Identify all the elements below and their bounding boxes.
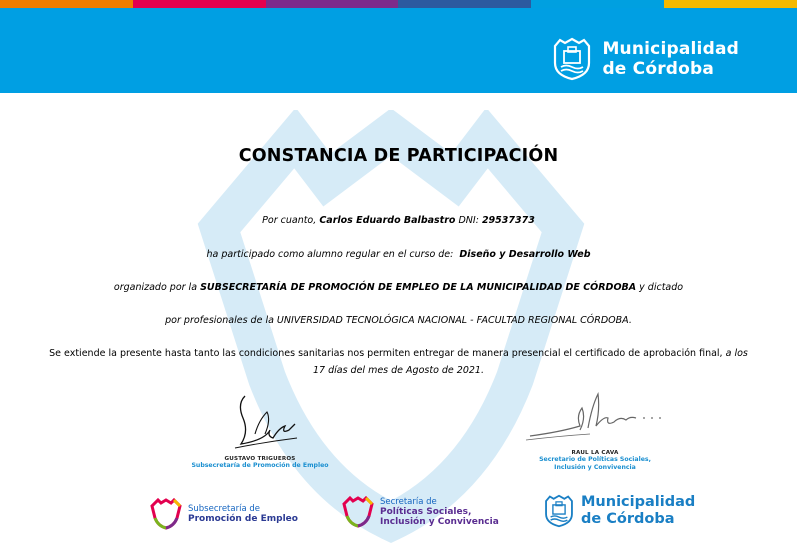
faculty-line: por profesionales de la UNIVERSIDAD TECNOLÓGICA NACIONAL - FACULTAD REGIONAL CÓRDOBA. — [165, 315, 632, 326]
line3-suffix: y dictado — [639, 282, 684, 293]
line1-prefix: Por cuanto, — [262, 215, 317, 226]
stripe-blue — [398, 0, 531, 8]
city-shield-icon — [543, 493, 575, 529]
footer-logo3-line2: de Córdoba — [581, 511, 675, 527]
colored-shield-icon — [150, 498, 182, 530]
right-signature-block — [510, 386, 680, 471]
person-name: Carlos Eduardo Balbastro — [319, 215, 456, 226]
right-signer-name: RAUL LA CAVA — [571, 450, 619, 456]
colored-shield-icon — [342, 496, 374, 528]
footer-logo-politicas — [342, 496, 499, 528]
footer-logo2-line3: Inclusión y Convivencia — [380, 517, 499, 527]
date-line: 17 días del mes de Agosto de 2021. — [312, 365, 484, 376]
dni-label: DNI: — [458, 215, 479, 226]
header-logo — [551, 37, 739, 81]
footer-logo3-line1: Municipalidad — [581, 494, 696, 510]
footer-logo2-line1: Secretaría de — [380, 497, 437, 507]
footer-logo-empleo — [150, 498, 298, 530]
right-signer-role-line1: Secretario de Políticas Sociales, — [539, 456, 651, 463]
left-signer-role: Subsecretaría de Promoción de Empleo — [191, 462, 329, 469]
header-logo-line1: Municipalidad — [602, 39, 739, 59]
footer-logo1-line2: Promoción de Empleo — [188, 514, 298, 524]
line2-prefix: ha participado como alumno regular en el curso de: — [206, 249, 454, 260]
left-signature-scribble — [215, 390, 305, 452]
participant-line — [0, 215, 797, 226]
certificate-title: CONSTANCIA DE PARTICIPACIÓN — [238, 146, 559, 166]
header-logo-line2: de Córdoba — [602, 59, 715, 79]
left-signer-name: GUSTAVO TRIGUEROS — [224, 456, 296, 462]
color-stripe — [0, 0, 797, 8]
course-name: Diseño y Desarrollo Web — [459, 249, 591, 260]
organizer-name: SUBSECRETARÍA DE PROMOCIÓN DE EMPLEO DE LA MUNICIPALIDAD DE CÓRDOBA — [200, 282, 637, 293]
stripe-cyan — [531, 0, 664, 8]
footer-logo1-line1: Subsecretaría de — [188, 504, 260, 514]
course-line — [0, 249, 797, 260]
right-signer-role-line2: Inclusión y Convivencia — [554, 463, 636, 471]
stripe-yellow — [664, 0, 797, 8]
dni-value: 29537373 — [481, 215, 535, 226]
footer-logo2-line2: Políticas Sociales, — [380, 507, 472, 517]
stripe-orange — [0, 0, 133, 8]
stripe-purple — [266, 0, 399, 8]
stripe-red — [133, 0, 266, 8]
city-shield-icon — [551, 37, 593, 81]
line3-prefix: organizado por la — [113, 282, 198, 293]
validity-italic: a los — [725, 348, 748, 359]
header-band — [0, 8, 797, 93]
validity-line — [0, 348, 797, 359]
shield-watermark — [175, 110, 607, 550]
left-signature-block — [180, 390, 340, 470]
organizer-line — [0, 282, 797, 293]
validity-text: Se extiende la presente hasta tanto las condiciones sanitarias nos permiten entregar de manera presencial el certificado de aprobación final, — [49, 348, 723, 359]
footer-logo-municipalidad — [543, 493, 695, 529]
right-signature-scribble — [520, 386, 670, 446]
